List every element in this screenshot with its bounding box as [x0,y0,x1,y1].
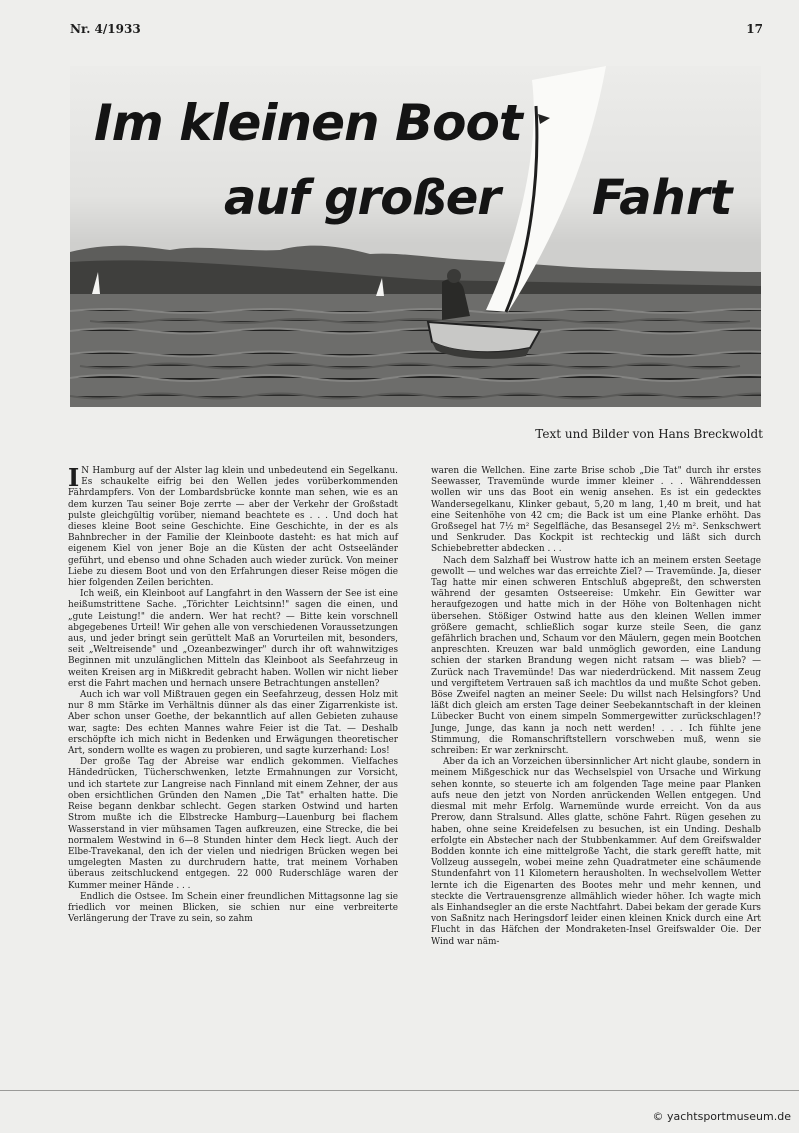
text-column-left [68,463,398,925]
paragraph-text: N Hamburg auf der Alster lag klein und unbedeutend ein Segelkanu. Es schaukelte eifrig bei den Wellen jedes vorüberkommenden Fährdampfers. Von der Lombardsbrücke konnte man sehen, wie es an dem kurzen Tau seiner Boje zerrte — aber der Verkehr der Großstadt pulste gleichgültig vorüber, niemand beachtete es . . . Und doch hat dieses kleine Boot seine Geschichte. Eine Geschichte, in der es als Bahnbrecher in der Familie der Kleinboote dasteht: es hat mich auf eigenem Kiel von jener Boje an die Küsten der acht Ostseeländer geführt, und ebenso und ohne Schaden auch wieder zurück. Von meiner Liebe zu diesem Boot und von den Erfahrungen dieser Reise mögen die hier folgenden Zeilen berichten. [68,466,398,589]
drop-cap: I [68,463,80,492]
title-line-2: auf großer [224,170,500,226]
paragraph: waren die Wellchen. Eine zarte Brise schob „Die Tat" durch ihr erstes Seewasser, Travemünde wurde immer kleiner . . . Währenddessen wollen wir uns das Boot ein wenig ansehen. Es ist ein gedecktes Wandersegelkanu, Klinker gebaut, 5,20 m lang, 1,40 m breit, und hat eine Seitenhöhe von 42 cm; die Back ist um eine Planke erhöht. Das Großsegel hat 7½ m² Segelfläche, das Besansegel 2½ m². Senkschwert und Senkruder. Das Kockpit ist rechteckig und läßt sich durch Schiebebretter abdecken . . . [431,466,761,555]
sailing-photo [70,66,761,407]
title-line-1: Im kleinen Boot [94,94,522,152]
paragraph: Auch ich war voll Mißtrauen gegen ein Seefahrzeug, dessen Holz mit nur 8 mm Stärke im Verhältnis dünner als das einer Zigarrenkiste ist. Aber schon unser Goethe, der bekanntlich auf allen Gebieten zuhause war, sagte: Des echten Mannes wahre Feier ist die Tat. — Deshalb erschöpfte ich mich nicht in Bedenken und Erwägungen theoretischer Art, sondern wollte es wagen zu probieren, und sagte kurzerhand: Los! [68,690,398,757]
title-line-3: Fahrt [592,170,733,226]
copyright-credit: © yachtsportmuseum.de [652,1110,791,1123]
paragraph: Der große Tag der Abreise war endlich gekommen. Vielfaches Händedrücken, Tücherschwenken, letzte Ermahnungen zur Vorsicht, und ich startete zur Langreise nach Finnland mit einem Zehner, der aus oben ersichtlichen Gründen den Namen „Die Tat" erhalten hatte. Die Reise begann denkbar schlecht. Gegen starken Ostwind und harten Strom mußte ich die Elbstrecke Hamburg—Lauenburg bei flachem Wasserstand in vier mühsamen Tagen aufkreuzen, eine Strecke, die bei normalem Westwind in 6—8 Stunden hinter dem Heck liegt. Auch der Elbe-Travekanal, den ich der vielen und niedrigen Brücken wegen bei umgelegten Masten zu durchrudern hatte, trat meinem Vorhaben überaus zeitschluckend entgegen. 22 000 Ruderschläge waren der Kummer meiner Hände . . . [68,757,398,891]
page-number: 17 [746,22,763,36]
paragraph: Ich weiß, ein Kleinboot auf Langfahrt in den Wassern der See ist eine heißumstrittene Sache. „Törichter Leichtsinn!" sagen die einen, und „gute Leistung!" die andern. Wer hat recht? — Bitte kein vorschnell abgegebenes Urteil! Wir gehen alle von verschiedenen Voraussetzungen aus, und jeder bringt sein gerüttelt Maß an Vorurteilen mit, besonders, seit „Weltreisende" und „Ozeanbezwinger" durch ihr oft wahnwitziges Beginnen mit unzulänglichen Mitteln das Kleinboot als Seefahrzeug in weiten Kreisen arg in Mißkredit gebracht haben. Wollen wir nicht lieber erst die Fahrt machen und hernach unsere Betrachtungen anstellen? [68,589,398,689]
text-column-right [431,466,761,948]
paragraph: Endlich die Ostsee. Im Schein einer freundlichen Mittagsonne lag sie friedlich vor meinen Blicken, sie schien nur eine verbreiterte Verlängerung der Trave zu sein, so zahm [68,891,398,925]
paragraph [68,463,398,589]
author-byline: Text und Bilder von Hans Breckwoldt [535,427,763,441]
paragraph: Nach dem Salzhaff bei Wustrow hatte ich an meinem ersten Seetage gewollt — und welches war das erreichte Ziel? — Travemünde. Ja, dieser Tag hatte mir einen schweren Entschluß abgepreßt, den schwersten während der gesamten Ostseereise: Umkehr. Ein Gewitter war heraufgezogen und hatte mich in der Höhe von Boltenhagen nicht übersehen. Stößiger Ostwind hatte aus den kleinen Wellen immer größere gemacht, schließlich sogar kurze steile Seen, die ganz gefährlich brachen und, Schaum vor den Mäulern, gegen mein Bootchen anpreschten. Kreuzen war bald unmöglich geworden, eine Landung schien der starken Brandung wegen nicht ratsam — was blieb? — Zurück nach Travemünde! Das war niederdrückend. Mit nassem Zeug und vergiftetem Vertrauen saß ich machtlos da und mußte Schot geben. Böse Zweifel nagten an meiner Seele: Du willst nach Helsingfors? Und läßt dich gleich am ersten Tage deiner Seebekanntschaft in der kleinen Lübecker Bucht von einem simpeln Sommergewitter zurückschlagen!? Junge, Junge, das kann ja noch nett werden! . . . Ich fühlte jene Stimmung, die Romanschriftstellern vorschweben muß, wenn sie schreiben: Er war zerknirscht. [431,555,761,757]
footer-rule [0,1090,799,1091]
paragraph: Aber da ich an Vorzeichen übersinnlicher Art nicht glaube, sondern in meinem Mißgeschick nur das Wechselspiel von Ursache und Wirkung sehen konnte, so steuerte ich am folgenden Tage meine paar Planken aufs neue den jetzt von Norden anrückenden Wellen entgegen. Und diesmal mit mehr Erfolg. Warnemünde wurde erreicht. Von da aus Prerow, dann Stralsund. Alles glatte, schöne Fahrt. Rügen gesehen zu haben, ohne seine Kreidefelsen zu besuchen, ist ein Unding. Deshalb erfolgte ein Abstecher nach der Stubbenkammer. Auf dem Greifswalder Bodden konnte ich eine mittelgroße Yacht, die stark gerefft hatte, mit Vollzeug aussegeln, wobei meine zehn Quadratmeter eine schäumende Stundenfahrt von 11 Kilometern herausholten. In wechselvollem Wetter lernte ich die Eigenarten des Bootes mehr und mehr kennen, und steckte die Vertrauensgrenze allmählich wieder höher. Ich wagte mich als Einhandsegler an die erste Nachtfahrt. Dabei bekam der gerade Kurs von Saßnitz nach Heringsdorf leider einen kleinen Knick durch eine Art Flucht in das Häfchen der Mondraketen-Insel Greifswalder Oie. Der Wind war näm- [431,757,761,947]
issue-number: Nr. 4/1933 [70,22,141,36]
